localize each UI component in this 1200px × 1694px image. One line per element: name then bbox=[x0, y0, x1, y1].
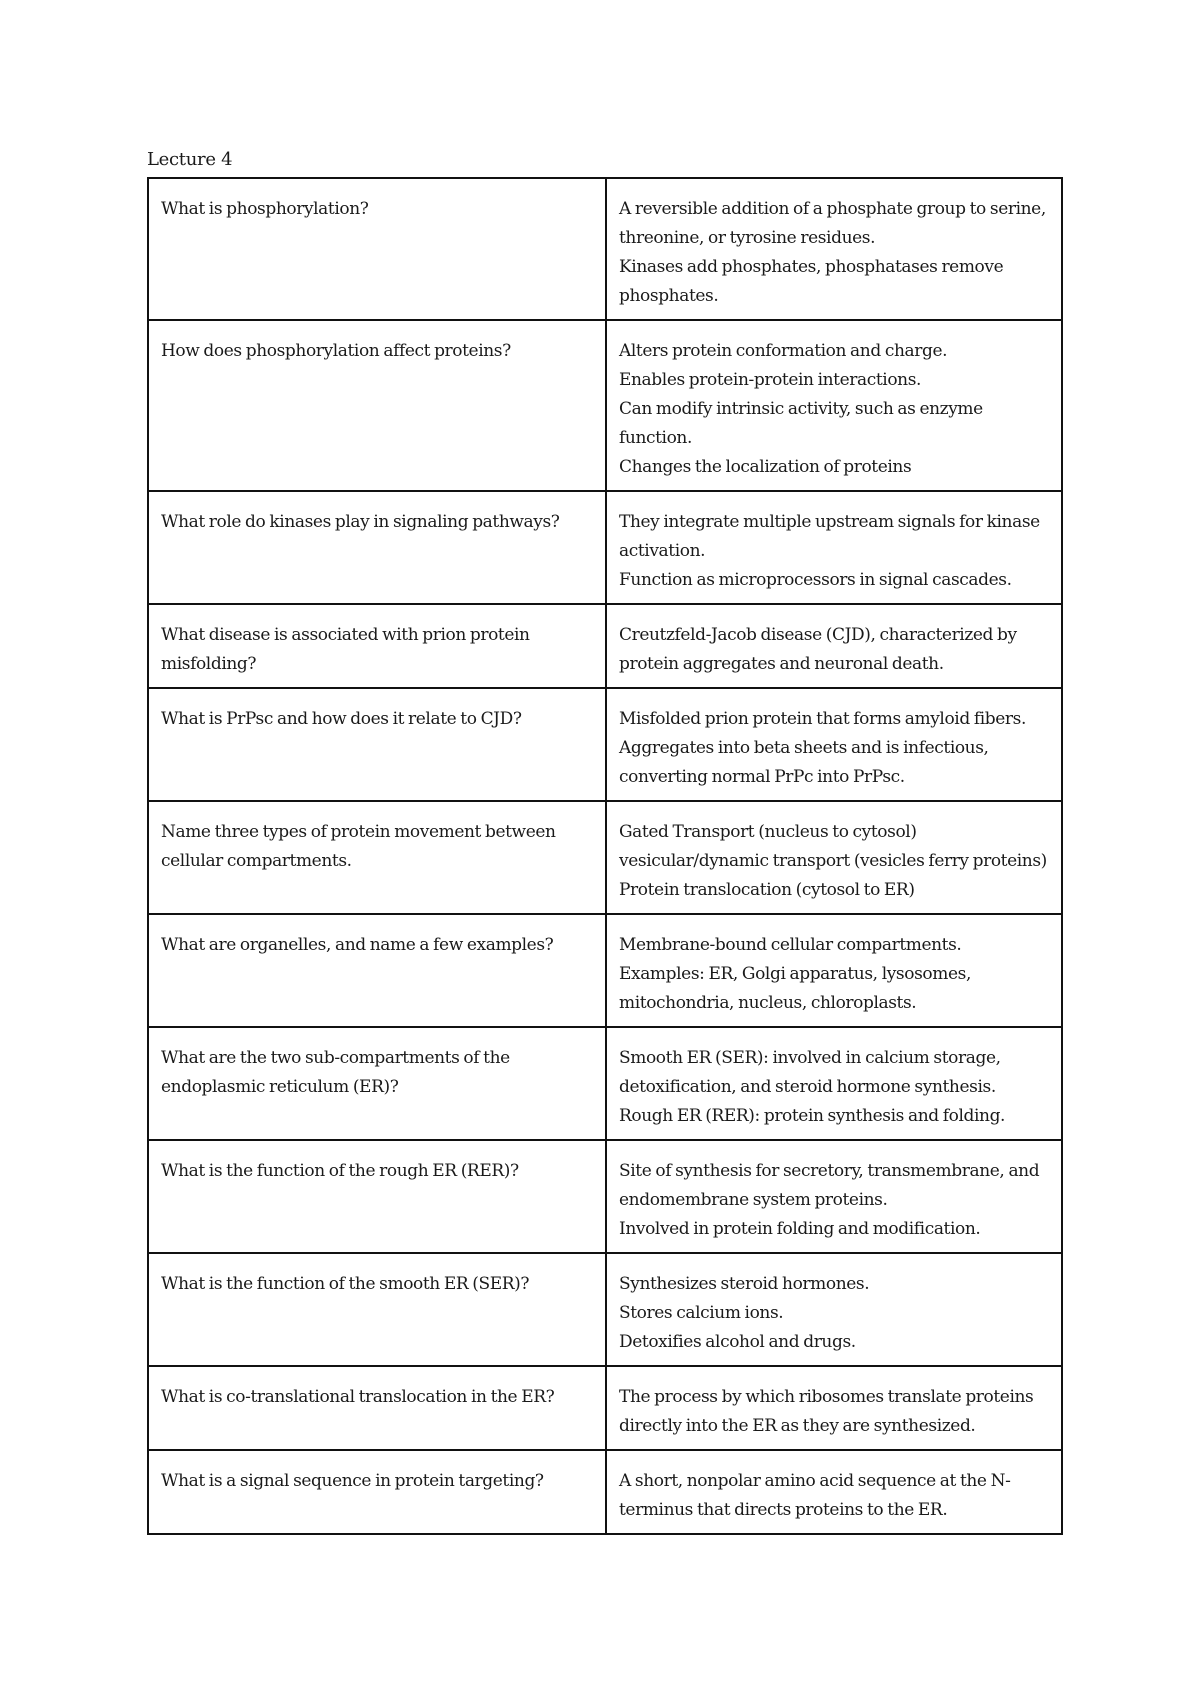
answer-line: They integrate multiple upstream signals for kinase activation. bbox=[619, 512, 1040, 561]
question-cell: What is the function of the rough ER (RER)? bbox=[148, 1140, 606, 1253]
answer-line: Misfolded prion protein that forms amyloid fibers. bbox=[619, 709, 1026, 729]
qa-table-body bbox=[148, 178, 1062, 1534]
answer-line: Gated Transport (nucleus to cytosol) bbox=[619, 822, 917, 842]
table-row bbox=[148, 604, 1062, 688]
answer-cell bbox=[606, 801, 1062, 914]
answer-line: Alters protein conformation and charge. bbox=[619, 341, 948, 361]
answer-line: Kinases add phosphates, phosphatases remove phosphates. bbox=[619, 257, 1004, 306]
table-row bbox=[148, 1253, 1062, 1366]
answer-cell bbox=[606, 1027, 1062, 1140]
answer-cell bbox=[606, 688, 1062, 801]
answer-line: Involved in protein folding and modification. bbox=[619, 1219, 981, 1239]
answer-line: Function as microprocessors in signal cascades. bbox=[619, 570, 1012, 590]
answer-line: vesicular/dynamic transport (vesicles ferry proteins) bbox=[619, 851, 1047, 871]
answer-line: Site of synthesis for secretory, transmembrane, and endomembrane system proteins. bbox=[619, 1161, 1040, 1210]
answer-cell bbox=[606, 320, 1062, 491]
table-row bbox=[148, 1366, 1062, 1450]
answer-cell bbox=[606, 604, 1062, 688]
answer-line: Examples: ER, Golgi apparatus, lysosomes, mitochondria, nucleus, chloroplasts. bbox=[619, 964, 971, 1013]
answer-line: Membrane-bound cellular compartments. bbox=[619, 935, 962, 955]
answer-line: Creutzfeld-Jacob disease (CJD), characterized by protein aggregates and neuronal death. bbox=[619, 625, 1017, 674]
question-cell: What is phosphorylation? bbox=[148, 178, 606, 320]
question-cell: Name three types of protein movement between cellular compartments. bbox=[148, 801, 606, 914]
answer-cell bbox=[606, 1253, 1062, 1366]
answer-line: A reversible addition of a phosphate group to serine, threonine, or tyrosine residues. bbox=[619, 199, 1046, 248]
answer-line: Can modify intrinsic activity, such as enzyme function. bbox=[619, 399, 983, 448]
question-cell: What are the two sub-compartments of the endoplasmic reticulum (ER)? bbox=[148, 1027, 606, 1140]
qa-table bbox=[147, 177, 1063, 1535]
answer-line: Rough ER (RER): protein synthesis and folding. bbox=[619, 1106, 1006, 1126]
table-row bbox=[148, 801, 1062, 914]
answer-cell bbox=[606, 914, 1062, 1027]
question-cell: What is PrPsc and how does it relate to CJD? bbox=[148, 688, 606, 801]
page-title: Lecture 4 bbox=[147, 149, 233, 170]
question-cell: What is a signal sequence in protein targeting? bbox=[148, 1450, 606, 1534]
question-cell: What role do kinases play in signaling pathways? bbox=[148, 491, 606, 604]
answer-line: Changes the localization of proteins bbox=[619, 457, 912, 477]
question-cell: What is the function of the smooth ER (SER)? bbox=[148, 1253, 606, 1366]
answer-cell bbox=[606, 1450, 1062, 1534]
table-row bbox=[148, 491, 1062, 604]
answer-line: Aggregates into beta sheets and is infectious, converting normal PrPc into PrPsc. bbox=[619, 738, 989, 787]
answer-cell bbox=[606, 1140, 1062, 1253]
answer-line: Stores calcium ions. bbox=[619, 1303, 784, 1323]
answer-line: Detoxifies alcohol and drugs. bbox=[619, 1332, 856, 1352]
question-cell: How does phosphorylation affect proteins? bbox=[148, 320, 606, 491]
table-row bbox=[148, 1027, 1062, 1140]
answer-cell bbox=[606, 178, 1062, 320]
answer-line: Enables protein-protein interactions. bbox=[619, 370, 922, 390]
answer-line: The process by which ribosomes translate proteins directly into the ER as they are synthesized. bbox=[619, 1387, 1034, 1436]
table-row bbox=[148, 1140, 1062, 1253]
answer-line: A short, nonpolar amino acid sequence at the N-terminus that directs proteins to the ER. bbox=[619, 1471, 1011, 1520]
answer-line: Smooth ER (SER): involved in calcium storage, detoxification, and steroid hormone synthesis. bbox=[619, 1048, 1001, 1097]
table-row bbox=[148, 914, 1062, 1027]
table-row bbox=[148, 320, 1062, 491]
answer-line: Synthesizes steroid hormones. bbox=[619, 1274, 870, 1294]
question-cell: What disease is associated with prion protein misfolding? bbox=[148, 604, 606, 688]
table-row bbox=[148, 688, 1062, 801]
table-row bbox=[148, 178, 1062, 320]
answer-cell bbox=[606, 1366, 1062, 1450]
table-row bbox=[148, 1450, 1062, 1534]
answer-line: Protein translocation (cytosol to ER) bbox=[619, 880, 915, 900]
question-cell: What are organelles, and name a few examples? bbox=[148, 914, 606, 1027]
question-cell: What is co-translational translocation in the ER? bbox=[148, 1366, 606, 1450]
answer-cell bbox=[606, 491, 1062, 604]
